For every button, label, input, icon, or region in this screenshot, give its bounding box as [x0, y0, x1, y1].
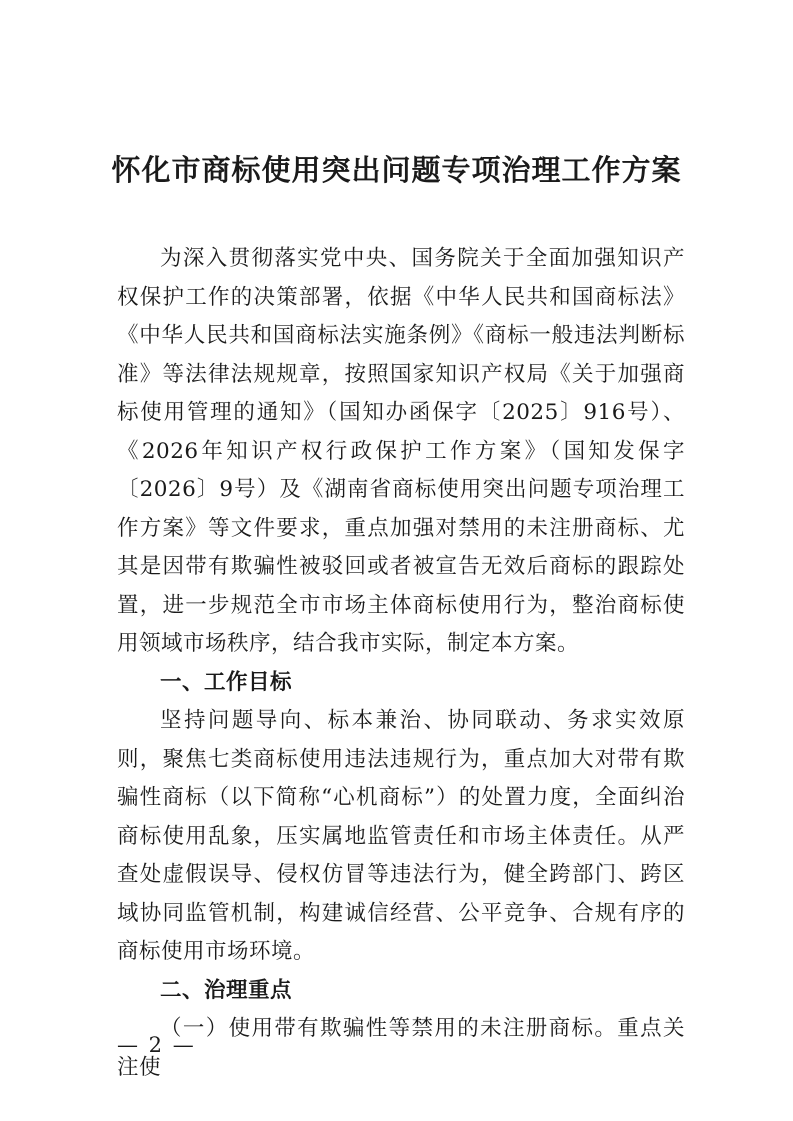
document-title: 怀化市商标使用突出问题专项治理工作方案 [111, 153, 682, 187]
section-heading-priorities: 二、治理重点 [160, 977, 293, 1003]
document-body [117, 240, 685, 1087]
intro-paragraph: 为深入贯彻落实党中央、国务院关于全面加强知识产权保护工作的决策部署，依据《中华人民共和国商标法》《中华人民共和国商标法实施条例》《商标一般违法判断标准》等法律法规规章，按照国家知识产权局《关于加强商标使用管理的通知》（国知办函保字〔2025〕916号）、《2026年知识产权行政保护工作方案》（国知发保字〔2026〕9号）及《湖南省商标使用突出问题专项治理工作方案》等文件要求，重点加强对禁用的未注册商标、尤其是因带有欺骗性被驳回或者被宣告无效后商标的跟踪处置，进一步规范全市市场主体商标使用行为，整治商标使用领域市场秩序，结合我市实际，制定本方案。 [117, 246, 685, 656]
goals-paragraph: 坚持问题导向、标本兼治、协同联动、务求实效原则，聚焦七类商标使用违法违规行为，重点加大对带有欺骗性商标（以下简称“心机商标”）的处置力度，全面纠治商标使用乱象，压实属地监管责任和市场主体责任。从严查处虚假误导、侵权仿冒等违法行为，健全跨部门、跨区域协同监管机制，构建诚信经营、公平竞争、合规有序的商标使用市场环境。 [117, 708, 685, 964]
page-number: — 2 — [117, 1033, 196, 1057]
priority-item-1: （一）使用带有欺骗性等禁用的未注册商标。重点关注使 [117, 1016, 685, 1080]
section-heading-goals: 一、工作目标 [160, 669, 293, 695]
